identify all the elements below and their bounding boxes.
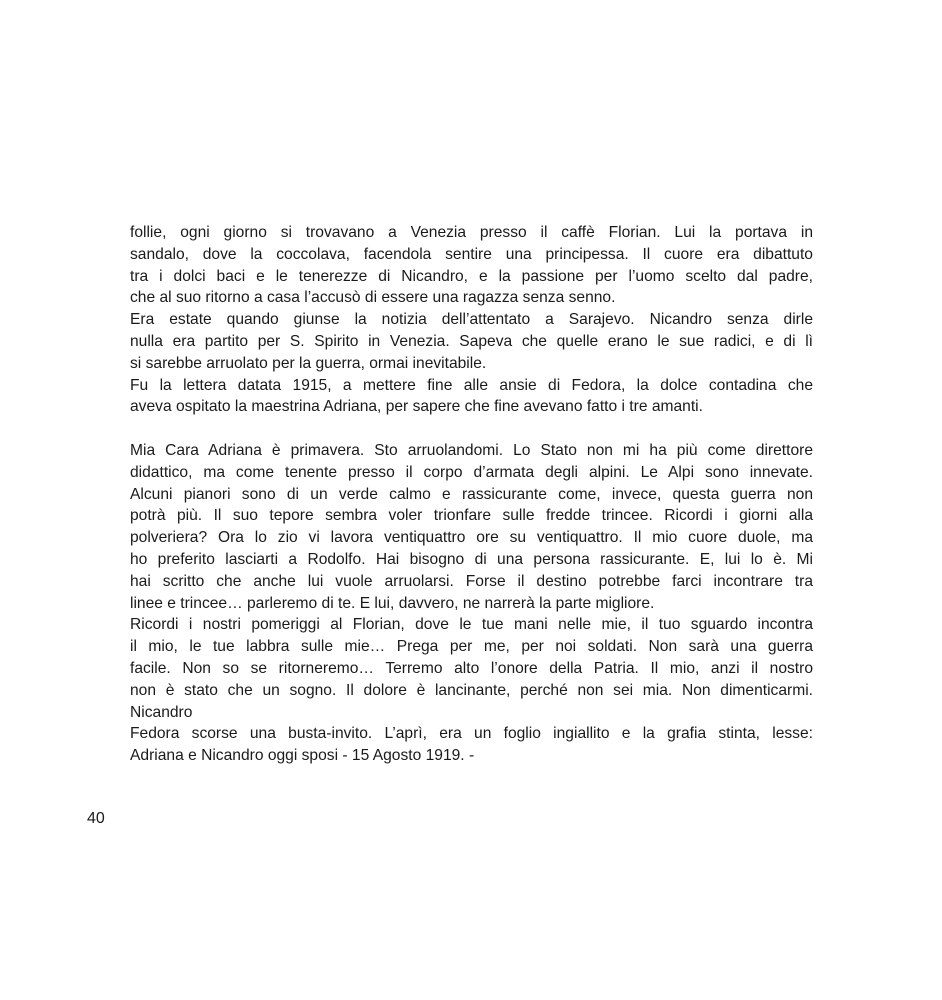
letter-line: linee e trincee… parleremo di te. E lui, davvero, ne narrerà la parte migliore. [130, 594, 655, 612]
text-line: Era estate quando giunse la notizia dell’attentato a Sarajevo. Nicandro senza dirle [130, 311, 813, 329]
letter-line: Mia Cara Adriana è primavera. Sto arruolandomi. Lo Stato non mi ha più come direttore [130, 441, 813, 459]
letter-line: Alcuni pianori sono di un verde calmo e rassicurante come, invece, questa guerra non [130, 485, 813, 503]
letter-line: polveriera? Ora lo zio vi lavora ventiquattro ore su ventiquattro. Il mio cuore duole, ma [130, 529, 813, 547]
letter-line: potrà più. Il suo tepore sembra voler trionfare sulle fredde trincee. Ricordi i giorni alla [130, 507, 813, 525]
letter-line: hai scritto che anche lui vuole arruolarsi. Forse il destino potrebbe farci incontrare tra [130, 572, 813, 590]
text-line: che al suo ritorno a casa l’accusò di essere una ragazza senza senno. [130, 289, 616, 307]
text-line: tra i dolci baci e le tenerezze di Nicandro, e la passione per l’uomo scelto dal padre, [130, 267, 813, 285]
text-line: Fu la lettera datata 1915, a mettere fine alle ansie di Fedora, la dolce contadina che [130, 376, 813, 394]
text-line: aveva ospitato la maestrina Adriana, per sapere che fine avevano fatto i tre amanti. [130, 398, 703, 416]
letter-line: ho preferito lasciarti a Rodolfo. Hai bisogno di una persona rassicurante. E, lui lo è. Mi [130, 550, 813, 568]
letter-line: Ricordi i nostri pomeriggi al Florian, dove le tue mani nelle mie, il tuo sguardo incontra [130, 616, 813, 634]
text-line: Fedora scorse una busta-invito. L’aprì, era un foglio ingiallito e la grafia stinta, lesse: [130, 725, 813, 743]
body-text [130, 222, 813, 767]
text-line: sandalo, dove la coccolava, facendola sentire una principessa. Il cuore era dibattuto [130, 245, 813, 263]
text-line: nulla era partito per S. Spirito in Venezia. Sapeva che quelle erano le sue radici, e di lì [130, 332, 813, 350]
text-line: si sarebbe arruolato per la guerra, ormai inevitabile. [130, 354, 487, 372]
letter-line: non è stato che un sogno. Il dolore è lancinante, perché non sei mia. Non dimenticarmi. [130, 681, 813, 699]
letter-line: didattico, ma come tenente presso il corpo d’armata degli alpini. Le Alpi sono innevate. [130, 463, 813, 481]
text-line: Adriana e Nicandro oggi sposi - 15 Agosto 1919. - [130, 747, 475, 765]
letter-line: facile. Non so se ritorneremo… Terremo alto l’onore della Patria. Il mio, anzi il nostro [130, 659, 813, 677]
page-number: 40 [87, 810, 105, 827]
text-line: follie, ogni giorno si trovavano a Venezia presso il caffè Florian. Lui la portava in [130, 224, 813, 241]
paragraph-gap [130, 418, 813, 440]
letter-signature: Nicandro [130, 703, 193, 721]
letter-line: il mio, le tue labbra sulle mie… Prega per me, per noi soldati. Non sarà una guerra [130, 638, 813, 656]
